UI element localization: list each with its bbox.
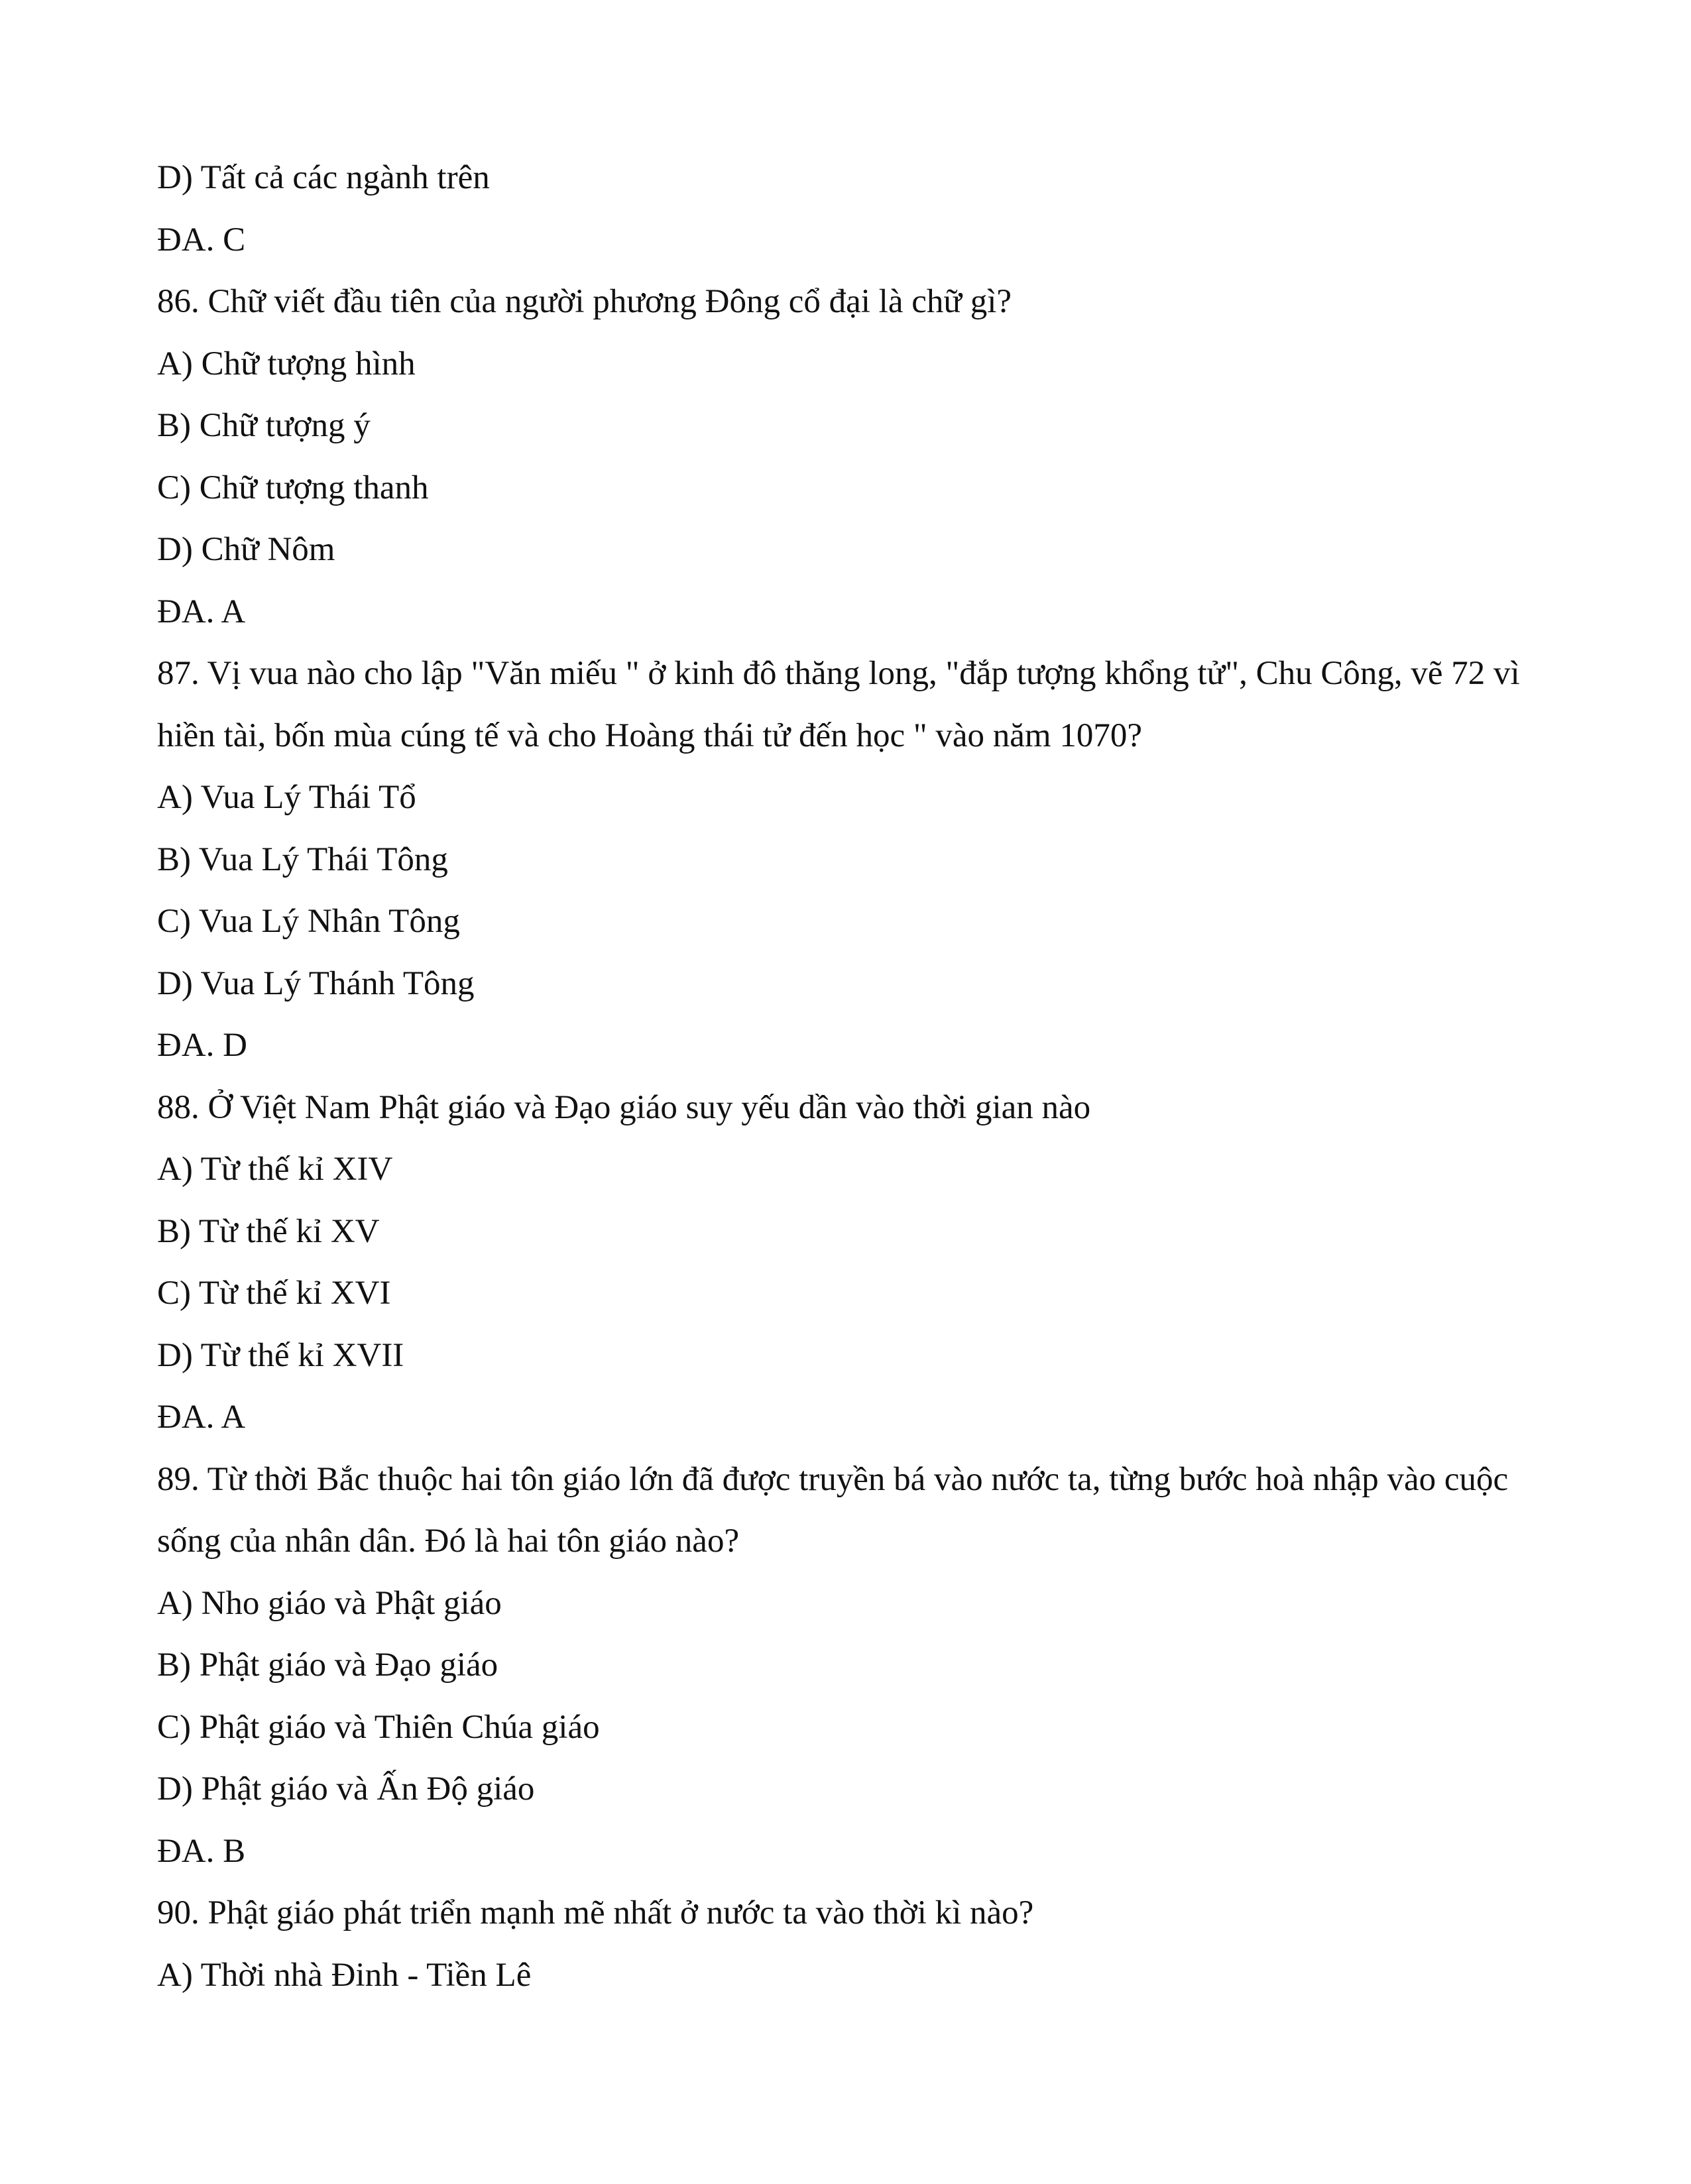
question-87 — [157, 643, 1536, 1077]
answer: ĐA. D — [157, 1027, 247, 1064]
option-b: B) Phật giáo và Đạo giáo — [157, 1646, 498, 1684]
answer: ĐA. A — [157, 593, 246, 630]
option-a: A) Thời nhà Đinh - Tiền Lê — [157, 1956, 532, 1994]
option-a: A) Từ thế kỉ XIV — [157, 1151, 393, 1188]
option-a: A) Vua Lý Thái Tổ — [157, 779, 416, 816]
option-c: C) Từ thế kỉ XVI — [157, 1275, 391, 1312]
option-a: A) Chữ tượng hình — [157, 345, 416, 382]
option-c: C) Phật giáo và Thiên Chúa giáo — [157, 1708, 600, 1746]
option-c: C) Chữ tượng thanh — [157, 469, 429, 506]
option-d: D) Chữ Nôm — [157, 531, 335, 568]
question-text: 87. Vị vua nào cho lập "Văn miếu " ở kinh đô thăng long, "đắp tượng khổng tử", Chu Công, vẽ 72 vì hiền tài, bốn mùa cúng tế và cho Hoàng thái tử đến học " vào năm 1070? — [157, 655, 1529, 754]
question-89 — [157, 1449, 1536, 1883]
option-b: B) Từ thế kỉ XV — [157, 1212, 380, 1250]
question-text: 88. Ở Việt Nam Phật giáo và Đạo giáo suy yếu dần vào thời gian nào — [157, 1088, 1091, 1126]
option-d: D) Phật giáo và Ấn Độ giáo — [157, 1770, 535, 1808]
answer: ĐA. A — [157, 1399, 246, 1436]
option-a: A) Nho giáo và Phật giáo — [157, 1584, 502, 1622]
document-body — [157, 147, 1536, 2006]
continued-option-d: D) Tất cả các ngành trên — [157, 159, 490, 196]
option-b: B) Chữ tượng ý — [157, 407, 371, 444]
option-d: D) Vua Lý Thánh Tông — [157, 964, 475, 1002]
option-d: D) Từ thế kỉ XVII — [157, 1336, 404, 1374]
question-90 — [157, 1882, 1536, 2006]
option-b: B) Vua Lý Thái Tông — [157, 840, 448, 878]
question-88 — [157, 1077, 1536, 1449]
question-86 — [157, 271, 1536, 643]
continued-answer: ĐA. C — [157, 221, 246, 259]
answer: ĐA. B — [157, 1832, 246, 1870]
question-text: 90. Phật giáo phát triển mạnh mẽ nhất ở nước ta vào thời kì nào? — [157, 1894, 1034, 1931]
option-c: C) Vua Lý Nhân Tông — [157, 903, 460, 940]
question-text: 86. Chữ viết đầu tiên của người phương Đông cổ đại là chữ gì? — [157, 283, 1012, 320]
question-text: 89. Từ thời Bắc thuộc hai tôn giáo lớn đã được truyền bá vào nước ta, từng bước hoà nhập vào cuộc sống của nhân dân. Đó là hai tôn giáo nào? — [157, 1460, 1517, 1560]
